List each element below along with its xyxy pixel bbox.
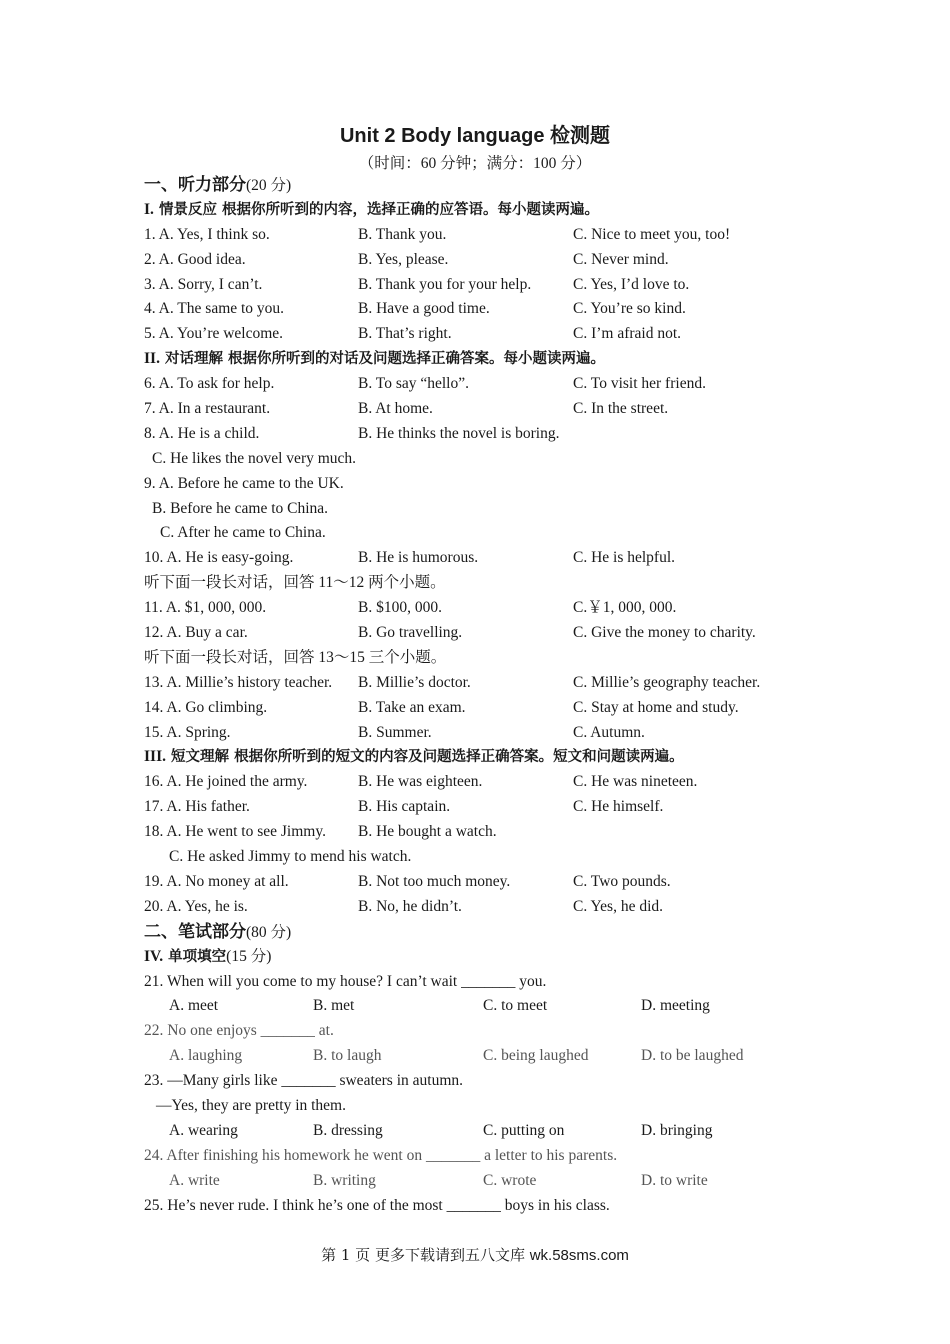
option-a: 16. A. He joined the army.	[144, 773, 308, 791]
option-a: 19. A. No money at all.	[144, 872, 289, 890]
option-c: C. To visit her friend.	[573, 375, 706, 393]
option-b: B. Thank you.	[358, 225, 447, 243]
question-9-option-c	[144, 521, 824, 546]
option-c: C. I’m afraid not.	[573, 325, 682, 343]
option-c: C. wrote	[483, 1171, 537, 1189]
question-24-stem: 24. After finishing his homework he went on _______ a letter to his parents.	[144, 1146, 618, 1164]
page-subtitle: （时间：60 分钟；满分：100 分）	[358, 155, 592, 172]
option-d: D. to be laughed	[641, 1047, 744, 1065]
section-heading-4	[144, 945, 824, 970]
question-6	[144, 372, 824, 397]
question-21-stem: 21. When will you come to my house? I can’t wait _______ you.	[144, 972, 547, 990]
option-b: B. Have a good time.	[358, 300, 490, 318]
question-23-options	[144, 1119, 824, 1144]
option-a: 12. A. Buy a car.	[144, 624, 248, 642]
option-c: C. to meet	[483, 997, 548, 1015]
option-c: C. Autumn.	[573, 723, 645, 741]
section-heading-2	[144, 347, 824, 372]
option-b: B. to laugh	[313, 1047, 382, 1065]
footer-text: 第 1 页 更多下载请到五八文库	[321, 1246, 530, 1264]
question-5	[144, 322, 824, 347]
question-8	[144, 422, 824, 447]
option-b: B. He was eighteen.	[358, 773, 483, 791]
question-16	[144, 770, 824, 795]
option-a: 2. A. Good idea.	[144, 250, 246, 268]
section-roman: II.	[144, 350, 160, 368]
option-a: 6. A. To ask for help.	[144, 375, 275, 393]
section-roman: IV.	[144, 947, 164, 965]
option-a: A. wearing	[169, 1121, 238, 1139]
question-9	[144, 472, 824, 497]
question-2	[144, 248, 824, 273]
question-15	[144, 721, 824, 746]
question-22-options	[144, 1044, 824, 1069]
option-a: 20. A. Yes, he is.	[144, 897, 248, 915]
writing-heading	[144, 920, 824, 945]
option-c: C. Two pounds.	[573, 872, 671, 890]
option-a: 15. A. Spring.	[144, 723, 231, 741]
heading-points: (20 分)	[246, 177, 292, 194]
option-a: A. laughing	[169, 1047, 243, 1065]
section-roman: I.	[144, 200, 154, 218]
option-b: B. Thank you for your help.	[358, 275, 532, 293]
option-a: A. meet	[169, 997, 219, 1015]
option-a: A. write	[169, 1171, 220, 1189]
option-a: 7. A. In a restaurant.	[144, 400, 271, 418]
option-b: B. Before he came to China.	[152, 499, 329, 517]
question-25-stem: 25. He’s never rude. I think he’s one of the most _______ boys in his class.	[144, 1196, 610, 1214]
option-c: C.￥1, 000, 000.	[573, 599, 677, 617]
option-c: C. He himself.	[573, 798, 664, 816]
option-c: C. In the street.	[573, 400, 669, 418]
option-a: 1. A. Yes, I think so.	[144, 225, 270, 243]
option-b: B. That’s right.	[358, 325, 452, 343]
question-13	[144, 671, 824, 696]
option-c: C. He was nineteen.	[573, 773, 698, 791]
page-title: Unit 2 Body language 检测题	[339, 125, 611, 147]
option-c: C. He asked Jimmy to mend his watch.	[169, 848, 412, 866]
instruction-note-2: 听下面一段长对话，回答 13～15 三个小题。	[144, 648, 447, 666]
question-23-reply	[144, 1094, 824, 1119]
heading-text: 一、听力部分	[144, 175, 246, 195]
option-c: C. After he came to China.	[160, 524, 326, 542]
option-a: 5. A. You’re welcome.	[144, 325, 284, 343]
question-18	[144, 820, 824, 845]
option-a: 4. A. The same to you.	[144, 300, 285, 318]
option-a: 8. A. He is a child.	[144, 424, 260, 442]
option-a: 18. A. He went to see Jimmy.	[144, 823, 326, 841]
section-heading-3	[144, 745, 824, 770]
question-7	[144, 397, 824, 422]
option-c: C. Stay at home and study.	[573, 698, 739, 716]
option-c: C. Yes, I’d love to.	[573, 275, 690, 293]
section-text: 对话理解 根据你所听到的对话及问题选择正确答案。每小题读两遍。	[159, 351, 606, 368]
question-8-option-c	[144, 447, 824, 472]
option-c: C. Millie’s geography teacher.	[573, 673, 761, 691]
option-c: C. You’re so kind.	[573, 300, 686, 318]
option-b: B. His captain.	[358, 798, 451, 816]
section-text: 情景反应 根据你所听到的内容，选择正确的应答语。每小题读两遍。	[153, 201, 600, 218]
question-4	[144, 297, 824, 322]
option-b: B. Go travelling.	[358, 624, 463, 642]
section-points: (15 分)	[226, 947, 272, 965]
page-footer	[0, 1244, 950, 1265]
option-b: B. To say “hello”.	[358, 375, 469, 393]
option-b: B. writing	[313, 1171, 376, 1189]
section-roman: III.	[144, 748, 166, 766]
option-c: C. He is helpful.	[573, 549, 676, 567]
option-b: B. met	[313, 997, 355, 1015]
question-14	[144, 696, 824, 721]
option-c: C. Nice to meet you, too!	[573, 225, 731, 243]
option-b: B. $100, 000.	[358, 599, 442, 617]
option-a: 17. A. His father.	[144, 798, 250, 816]
heading-text: 二、笔试部分	[144, 921, 246, 942]
option-a: 10. A. He is easy-going.	[144, 549, 294, 567]
option-a: 13. A. Millie’s history teacher.	[144, 673, 333, 691]
question-12	[144, 621, 824, 646]
option-b: B. dressing	[313, 1121, 383, 1139]
option-c: C. putting on	[483, 1121, 565, 1139]
question-9-option-b	[144, 497, 824, 522]
option-c: C. Give the money to charity.	[573, 624, 756, 642]
question-19	[144, 870, 824, 895]
section-heading-1	[144, 198, 824, 223]
option-d: D. to write	[641, 1171, 708, 1189]
option-a: 9. A. Before he came to the UK.	[144, 474, 344, 492]
question-22-stem: 22. No one enjoys _______ at.	[144, 1022, 334, 1040]
question-17	[144, 795, 824, 820]
instruction-note-1: 听下面一段长对话，回答 11～12 两个小题。	[144, 574, 446, 592]
reply-text: —Yes, they are pretty in them.	[156, 1096, 346, 1114]
question-10	[144, 546, 824, 571]
exam-content	[144, 173, 824, 1218]
option-b: B. He bought a watch.	[358, 823, 497, 841]
option-c: C. He likes the novel very much.	[152, 449, 357, 467]
option-b: B. He thinks the novel is boring.	[358, 424, 560, 442]
option-d: D. bringing	[641, 1121, 713, 1139]
option-a: 11. A. $1, 000, 000.	[144, 599, 267, 617]
option-a: 3. A. Sorry, I can’t.	[144, 275, 263, 293]
option-b: B. At home.	[358, 400, 433, 418]
heading-points: (80 分)	[246, 923, 292, 941]
option-b: B. Not too much money.	[358, 872, 511, 890]
option-b: B. Yes, please.	[358, 250, 449, 268]
option-d: D. meeting	[641, 997, 710, 1015]
footer-url: wk.58sms.com	[529, 1247, 629, 1264]
section-text: 单项填空	[163, 948, 227, 965]
option-b: B. He is humorous.	[358, 549, 479, 567]
option-c: C. Never mind.	[573, 250, 669, 268]
question-18-option-c	[144, 845, 824, 870]
listening-heading	[144, 173, 824, 198]
question-21-options	[144, 994, 824, 1019]
question-11	[144, 596, 824, 621]
option-a: 14. A. Go climbing.	[144, 698, 268, 716]
option-b: B. Summer.	[358, 723, 432, 741]
option-b: B. Take an exam.	[358, 698, 466, 716]
option-c: C. Yes, he did.	[573, 897, 664, 915]
question-3	[144, 273, 824, 298]
option-c: C. being laughed	[483, 1047, 589, 1065]
option-b: B. No, he didn’t.	[358, 897, 462, 915]
section-text: 短文理解 根据你所听到的短文的内容及问题选择正确答案。短文和问题读两遍。	[165, 749, 684, 766]
question-24-options	[144, 1169, 824, 1194]
question-1	[144, 223, 824, 248]
question-20	[144, 895, 824, 920]
question-23-stem: 23. —Many girls like _______ sweaters in autumn.	[144, 1072, 463, 1090]
option-b: B. Millie’s doctor.	[358, 673, 471, 691]
